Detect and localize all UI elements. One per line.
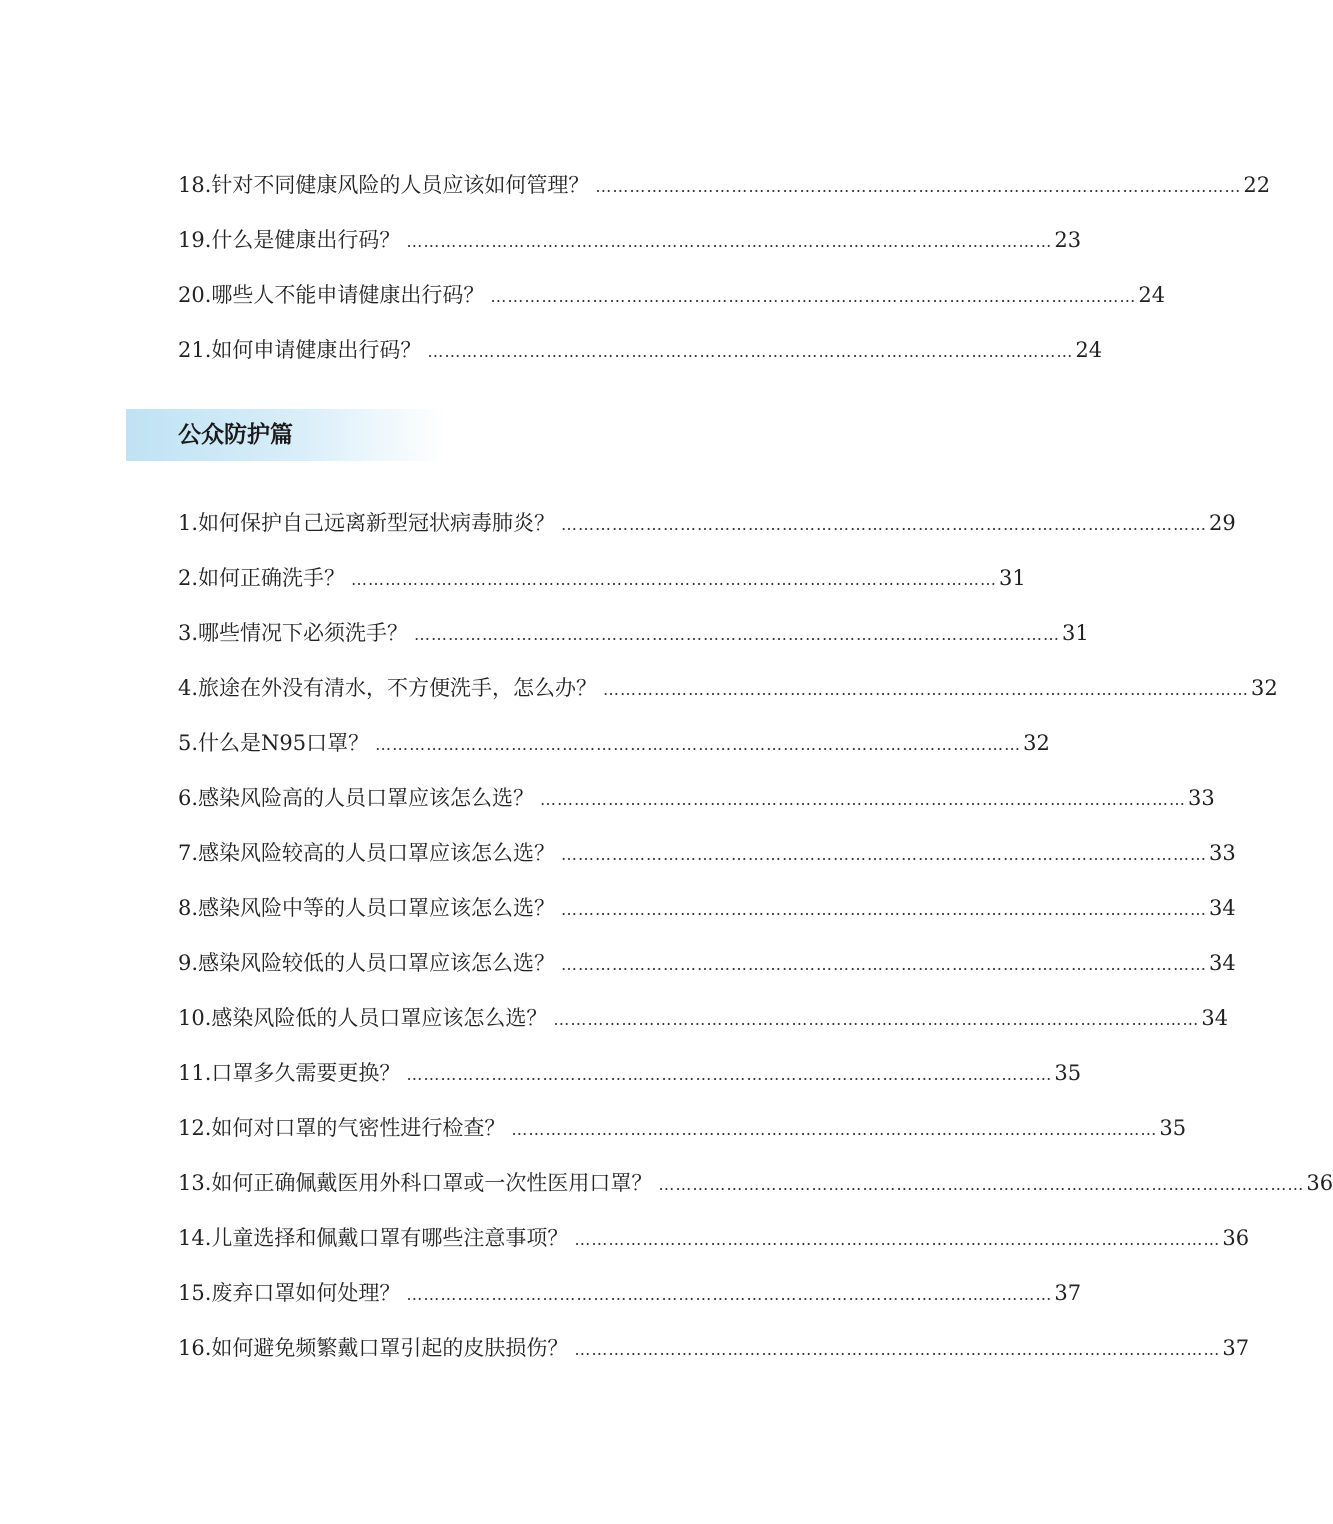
toc-entry[interactable] xyxy=(178,826,1236,881)
section-banner xyxy=(126,409,446,461)
toc-entry-page: 34 xyxy=(1201,1006,1229,1030)
toc-entry-title: 2.如何正确洗手？ xyxy=(178,566,346,590)
toc-leader-dots: …………………………………………………………………………………………………… xyxy=(658,1175,1305,1194)
toc-entry-page: 31 xyxy=(999,566,1026,590)
toc-entry[interactable] xyxy=(178,1266,1082,1321)
toc-entry-title: 7.感染风险较高的人员口罩应该怎么选？ xyxy=(178,841,556,865)
toc-leader-dots: …………………………………………………………………………………………………… xyxy=(603,680,1250,699)
toc-entry[interactable] xyxy=(178,1046,1082,1101)
toc-entry-page: 37 xyxy=(1054,1281,1082,1305)
toc-leader-dots: …………………………………………………………………………………………………… xyxy=(574,1230,1221,1249)
toc-leader-dots: …………………………………………………………………………………………………… xyxy=(553,1010,1200,1029)
toc-leader-dots: …………………………………………………………………………………………………… xyxy=(561,900,1208,919)
toc-leader-dots: …………………………………………………………………………………………………… xyxy=(427,342,1074,361)
toc-list-lower xyxy=(178,496,1333,1376)
toc-leader-dots: …………………………………………………………………………………………………… xyxy=(406,232,1053,251)
toc-entry-page: 29 xyxy=(1209,511,1236,535)
toc-entry[interactable] xyxy=(178,716,1050,771)
toc-leader-dots: …………………………………………………………………………………………………… xyxy=(561,515,1208,534)
toc-entry-title: 10.感染风险低的人员口罩应该怎么选？ xyxy=(178,1006,548,1030)
toc-leader-dots: …………………………………………………………………………………………………… xyxy=(406,1285,1053,1304)
toc-entry-page: 24 xyxy=(1138,283,1166,307)
toc-entry[interactable] xyxy=(178,551,1026,606)
toc-entry-title: 1.如何保护自己远离新型冠状病毒肺炎？ xyxy=(178,511,556,535)
toc-leader-dots: …………………………………………………………………………………………………… xyxy=(540,790,1187,809)
toc-entry-title: 12.如何对口罩的气密性进行检查？ xyxy=(178,1116,506,1140)
toc-entry-page: 22 xyxy=(1243,173,1271,197)
toc-entry-title: 18.针对不同健康风险的人员应该如何管理？ xyxy=(178,173,590,197)
toc-leader-dots: …………………………………………………………………………………………………… xyxy=(595,177,1242,196)
toc-entry-page: 36 xyxy=(1222,1226,1250,1250)
toc-leader-dots: …………………………………………………………………………………………………… xyxy=(561,955,1208,974)
toc-entry[interactable] xyxy=(178,661,1278,716)
toc-entry[interactable] xyxy=(178,268,1166,323)
toc-entry-page: 23 xyxy=(1054,228,1082,252)
toc-entry-title: 13.如何正确佩戴医用外科口罩或一次性医用口罩？ xyxy=(178,1171,653,1195)
toc-entry-title: 3.哪些情况下必须洗手？ xyxy=(178,621,409,645)
toc-leader-dots: …………………………………………………………………………………………………… xyxy=(414,625,1061,644)
toc-entry[interactable] xyxy=(178,158,1271,213)
toc-entry[interactable] xyxy=(178,881,1236,936)
toc-entry-page: 35 xyxy=(1159,1116,1187,1140)
toc-entry-title: 8.感染风险中等的人员口罩应该怎么选？ xyxy=(178,896,556,920)
toc-entry-page: 37 xyxy=(1222,1336,1250,1360)
toc-entry[interactable] xyxy=(178,991,1229,1046)
toc-leader-dots: …………………………………………………………………………………………………… xyxy=(561,845,1208,864)
toc-entry[interactable] xyxy=(178,1101,1187,1156)
toc-leader-dots: …………………………………………………………………………………………………… xyxy=(406,1065,1053,1084)
toc-entry-title: 11.口罩多久需要更换？ xyxy=(178,1061,401,1085)
toc-entry-page: 35 xyxy=(1054,1061,1082,1085)
toc-entry-title: 14.儿童选择和佩戴口罩有哪些注意事项？ xyxy=(178,1226,569,1250)
toc-leader-dots: …………………………………………………………………………………………………… xyxy=(511,1120,1158,1139)
toc-leader-dots: …………………………………………………………………………………………………… xyxy=(375,735,1022,754)
toc-entry-title: 5.什么是N95口罩？ xyxy=(178,731,370,755)
toc-entry[interactable] xyxy=(178,771,1215,826)
toc-entry[interactable] xyxy=(178,213,1082,268)
toc-list-upper xyxy=(178,158,1271,378)
toc-entry[interactable] xyxy=(178,936,1236,991)
toc-entry-title: 6.感染风险高的人员口罩应该怎么选？ xyxy=(178,786,535,810)
toc-entry-title: 4.旅途在外没有清水，不方便洗手，怎么办？ xyxy=(178,676,598,700)
toc-leader-dots: …………………………………………………………………………………………………… xyxy=(351,570,998,589)
toc-entry-title: 15.废弃口罩如何处理？ xyxy=(178,1281,401,1305)
toc-entry[interactable] xyxy=(178,1211,1250,1266)
toc-entry-page: 32 xyxy=(1023,731,1050,755)
toc-entry[interactable] xyxy=(178,1156,1333,1211)
toc-entry-title: 16.如何避免频繁戴口罩引起的皮肤损伤？ xyxy=(178,1336,569,1360)
toc-entry-page: 24 xyxy=(1075,338,1103,362)
toc-entry-title: 20.哪些人不能申请健康出行码？ xyxy=(178,283,485,307)
toc-entry-page: 36 xyxy=(1306,1171,1333,1195)
toc-entry[interactable] xyxy=(178,606,1089,661)
toc-entry[interactable] xyxy=(178,1321,1250,1376)
toc-entry-title: 19.什么是健康出行码？ xyxy=(178,228,401,252)
toc-entry-page: 32 xyxy=(1251,676,1278,700)
toc-entry-title: 21.如何申请健康出行码？ xyxy=(178,338,422,362)
toc-entry-page: 34 xyxy=(1209,951,1236,975)
toc-entry-title: 9.感染风险较低的人员口罩应该怎么选？ xyxy=(178,951,556,975)
toc-leader-dots: …………………………………………………………………………………………………… xyxy=(490,287,1137,306)
section-title: 公众防护篇 xyxy=(178,422,293,448)
toc-entry-page: 34 xyxy=(1209,896,1236,920)
toc-leader-dots: …………………………………………………………………………………………………… xyxy=(574,1340,1221,1359)
toc-entry-page: 33 xyxy=(1209,841,1236,865)
toc-entry-page: 33 xyxy=(1188,786,1215,810)
toc-entry-page: 31 xyxy=(1062,621,1089,645)
toc-entry[interactable] xyxy=(178,496,1236,551)
toc-entry[interactable] xyxy=(178,323,1103,378)
